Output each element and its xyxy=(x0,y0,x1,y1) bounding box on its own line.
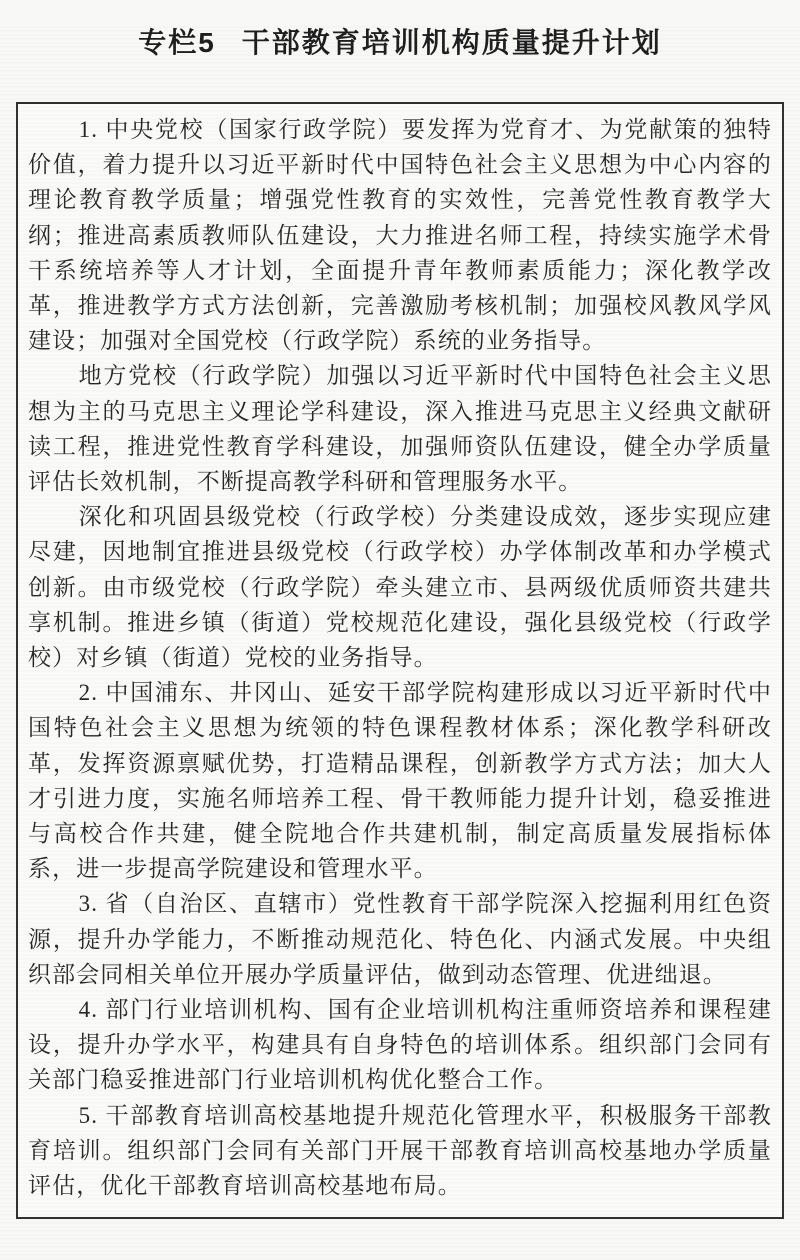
paragraph-provincial-academies: 3. 省（自治区、直辖市）党性教育干部学院深入挖掘利用红色资源，提升办学能力，不断推动规范化、特色化、内涵式发展。中央组织部会同相关单位开展办学质量评估，做到动态管理、优进绌退。 xyxy=(28,891,772,987)
paragraph-local-party-schools: 地方党校（行政学院）加强以习近平新时代中国特色社会主义思想为主的马克思主义理论学科建设，深入推进马克思主义经典文献研读工程，推进党性教育学科建设，加强师资队伍建设，健全办学质量评估长效机制，不断提高教学科研和管理服务水平。 xyxy=(28,363,772,495)
paragraph-university-training-bases: 5. 干部教育培训高校基地提升规范化管理水平，积极服务干部教育培训。组织部门会同有关部门开展干部教育培训高校基地办学质量评估，优化干部教育培训高校基地布局。 xyxy=(28,1102,772,1199)
paragraph-sector-training-institutions: 4. 部门行业培训机构、国有企业培训机构注重师资培养和课程建设，提升办学水平，构建具有自身特色的培训体系。组织部门会同有关部门稳妥推进部门行业培训机构优化整合工作。 xyxy=(28,997,772,1093)
page-title xyxy=(0,26,800,60)
paragraph-central-party-school: 1. 中央党校（国家行政学院）要发挥为党育才、为党献策的独特价值，着力提升以习近平新时代中国特色社会主义思想为中心内容的理论教育教学质量；增强党性教育的实效性，完善党性教育教学大纲；推进高素质教师队伍建设，大力推进名师工程，持续实施学术骨干系统培养等人才计划，全面提升青年教师素质能力；深化教学改革，推进教学方式方法创新，完善激励考核机制；加强校风教风学风建设；加强对全国党校（行政学院）系统的业务指导。 xyxy=(28,117,772,354)
paragraph-county-party-schools: 深化和巩固县级党校（行政学校）分类建设成效，逐步实现应建尽建，因地制宜推进县级党校（行政学校）办学体制改革和办学模式创新。由市级党校（行政学院）牵头建立市、县两级优质师资共建共享机制。推进乡镇（街道）党校规范化建设，强化县级党校（行政学校）对乡镇（街道）党校的业务指导。 xyxy=(28,504,772,671)
paragraph-cadre-academies: 2. 中国浦东、井冈山、延安干部学院构建形成以习近平新时代中国特色社会主义思想为统领的特色课程教材体系；深化教学科研改革，发挥资源禀赋优势，打造精品课程，创新教学方式方法；加大人才引进力度，实施名师培养工程、骨干教师能力提升计划，稳妥推进与高校合作共建，健全院地合作共建机制，制定高质量发展指标体系，进一步提高学院建设和管理水平。 xyxy=(28,680,772,882)
document-page xyxy=(0,26,800,1219)
column-title-text: 干部教育培训机构质量提升计划 xyxy=(241,27,662,58)
bordered-text-box xyxy=(16,102,784,1219)
column-number-label: 专栏5 xyxy=(138,27,216,58)
